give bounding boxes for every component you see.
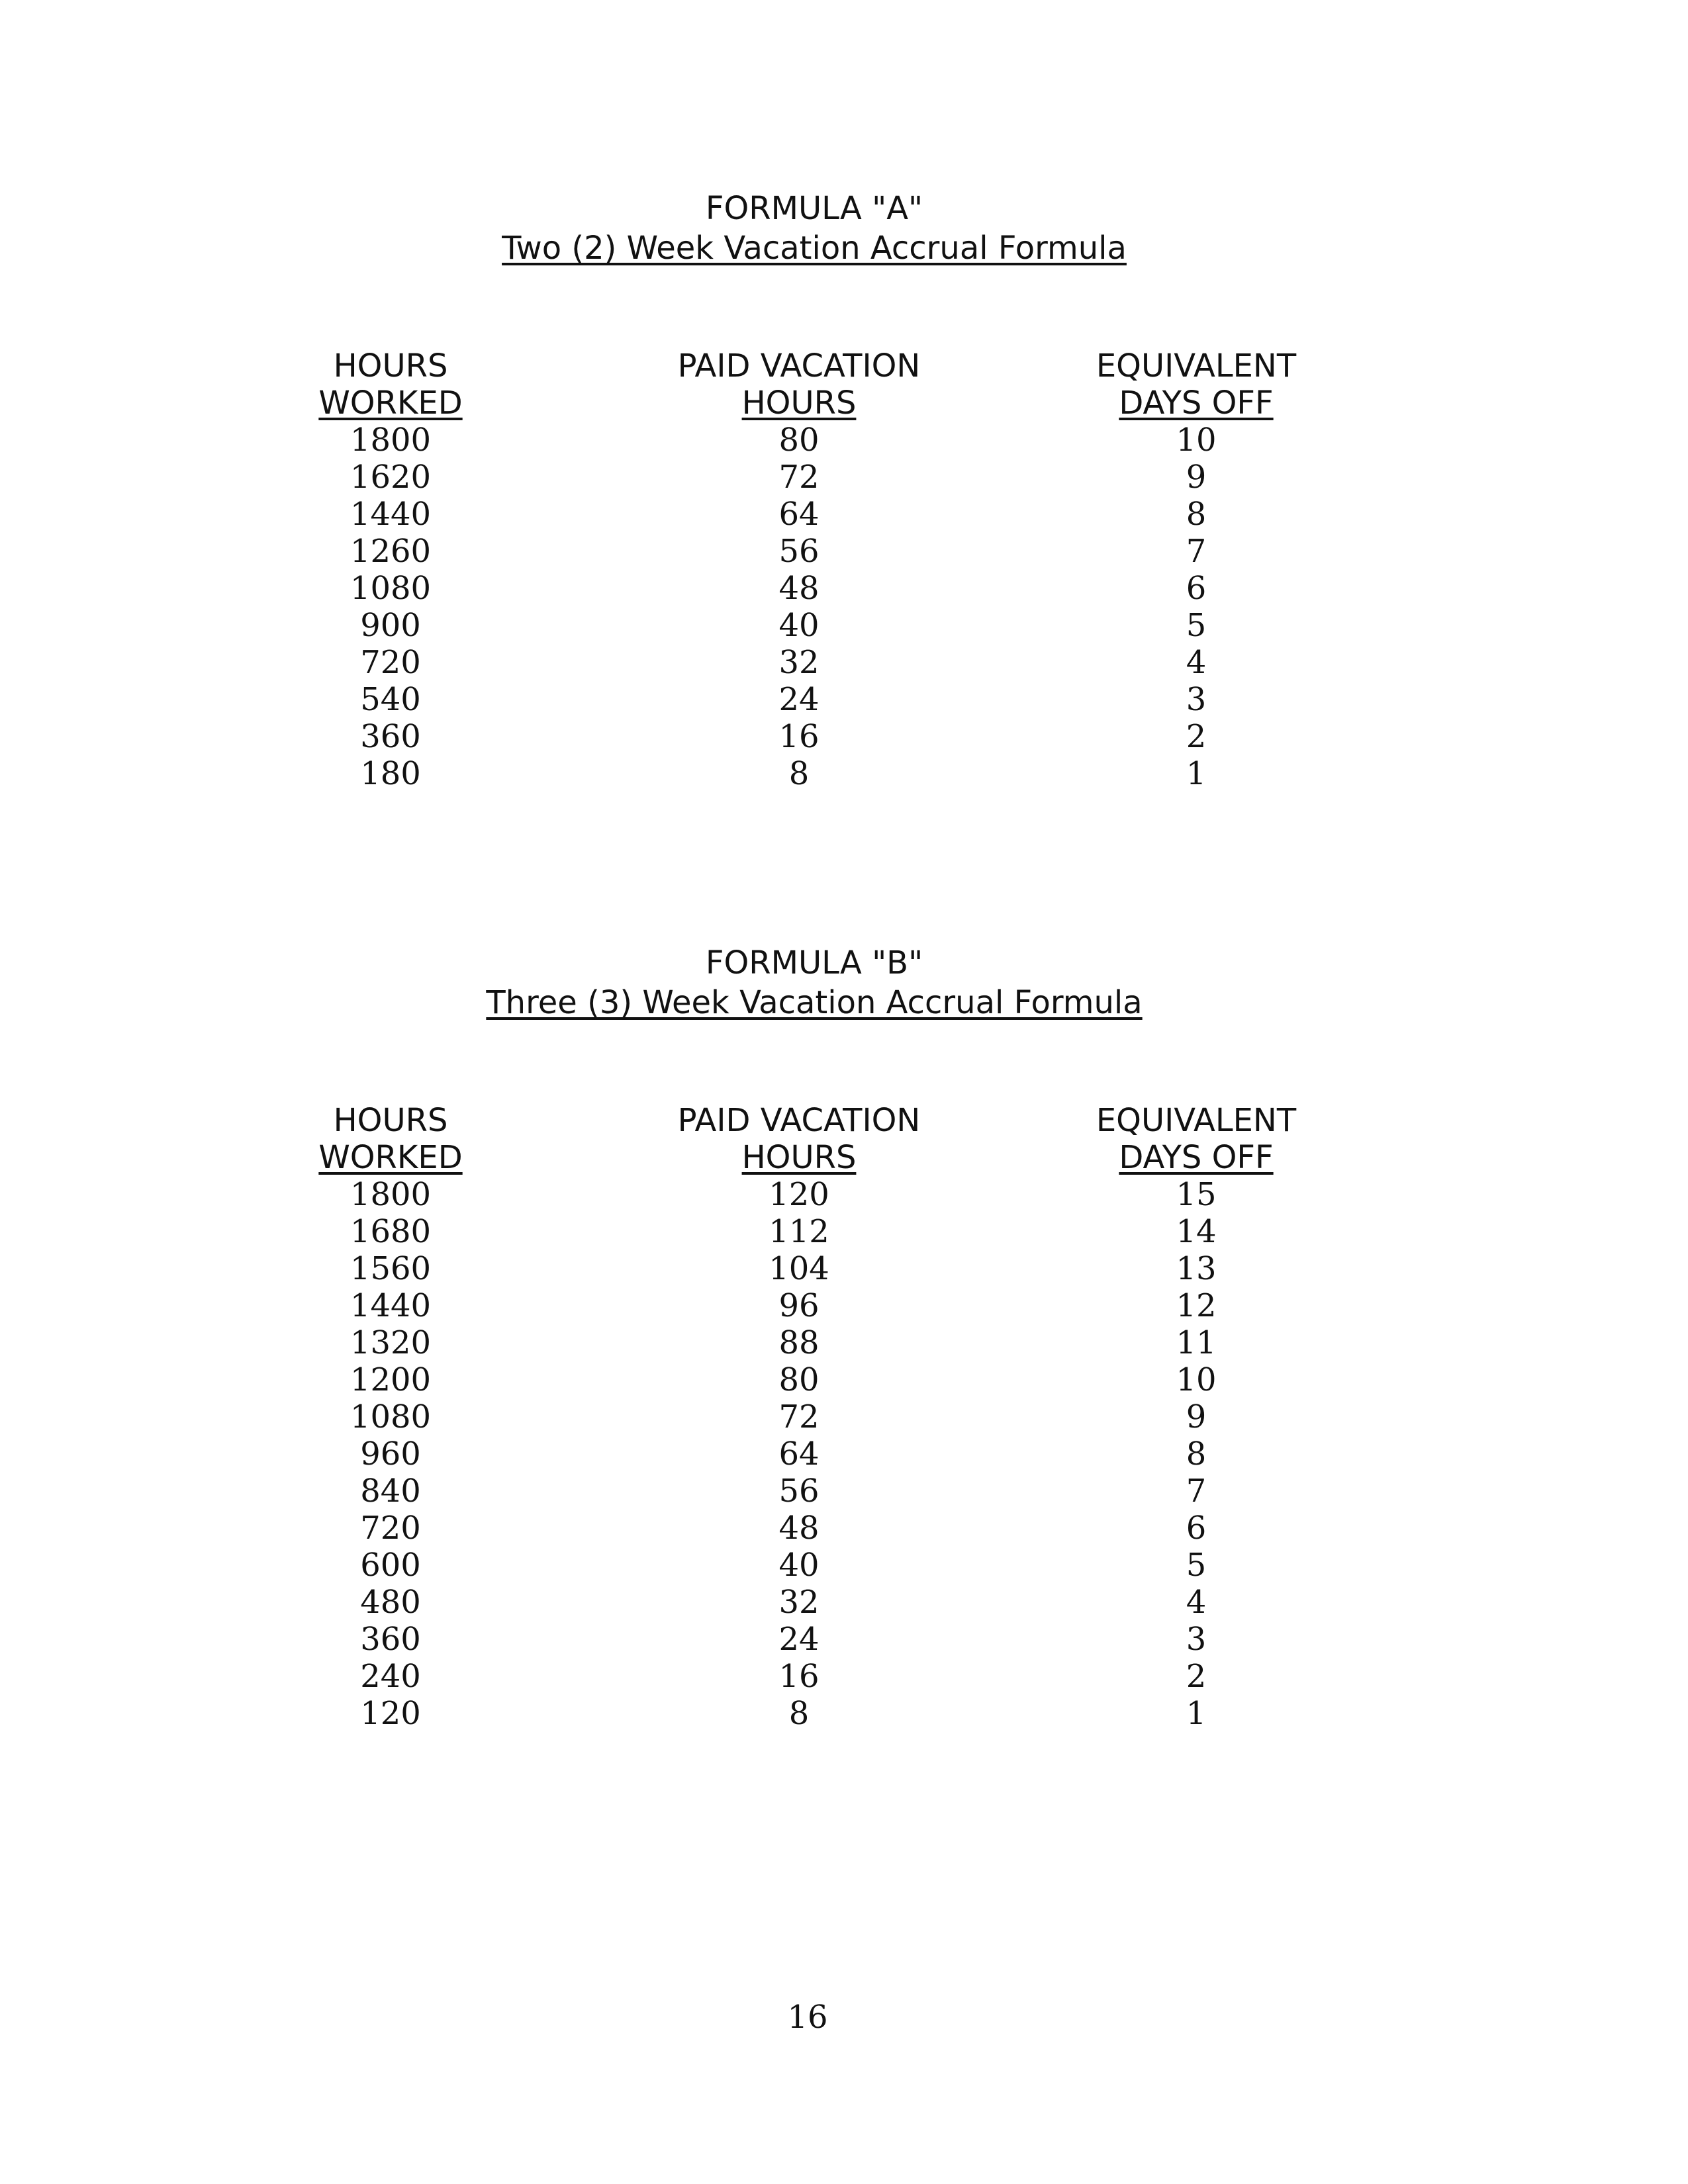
table-cell: 480 [360, 1584, 421, 1621]
table-cell: 24 [778, 681, 820, 718]
equivalent-days-off-column [998, 347, 1395, 792]
table-cell: 960 [360, 1435, 421, 1473]
formula-b-subtitle: Three (3) Week Vacation Accrual Formula [486, 984, 1143, 1021]
table-cell: 80 [778, 422, 820, 459]
column-header: HOURS [333, 1102, 448, 1139]
table-cell: 8 [788, 1695, 810, 1732]
table-cell: 15 [1176, 1176, 1217, 1213]
table-cell: 1 [1186, 1695, 1207, 1732]
table-cell: 16 [778, 1658, 820, 1695]
table-cell: 40 [778, 607, 820, 644]
table-cell: 4 [1186, 644, 1207, 681]
column-header: DAYS OFF [1119, 1139, 1274, 1176]
hours-worked-column [192, 347, 589, 792]
equivalent-days-off-column [998, 1102, 1395, 1732]
table-cell: 900 [360, 607, 421, 644]
table-cell: 24 [778, 1621, 820, 1658]
table-cell: 112 [769, 1213, 829, 1250]
table-cell: 2 [1186, 718, 1207, 755]
column-header: EQUIVALENT [1096, 1102, 1297, 1139]
column-header: HOURS [741, 1139, 857, 1176]
table-cell: 72 [778, 1398, 820, 1435]
table-cell: 1260 [350, 533, 432, 570]
column-header: WORKED [318, 1139, 463, 1176]
table-cell: 1440 [350, 1287, 432, 1324]
table-cell: 1200 [350, 1361, 432, 1398]
table-cell: 1080 [350, 1398, 432, 1435]
column-header: DAYS OFF [1119, 385, 1274, 422]
table-cell: 12 [1176, 1287, 1217, 1324]
table-cell: 600 [360, 1547, 421, 1584]
table-cell: 180 [360, 755, 421, 792]
table-cell: 56 [778, 533, 820, 570]
column-header: HOURS [741, 385, 857, 422]
table-cell: 1320 [350, 1324, 432, 1361]
table-cell: 6 [1186, 1510, 1207, 1547]
column-header: EQUIVALENT [1096, 347, 1297, 385]
table-cell: 9 [1186, 1398, 1207, 1435]
column-header: HOURS [333, 347, 448, 385]
table-cell: 1440 [350, 496, 432, 533]
table-cell: 1620 [350, 459, 432, 496]
formula-a-title: FORMULA "A" [705, 190, 923, 227]
table-cell: 6 [1186, 570, 1207, 607]
table-cell: 48 [778, 1510, 820, 1547]
table-cell: 240 [360, 1658, 421, 1695]
table-cell: 104 [769, 1250, 829, 1287]
table-cell: 32 [778, 644, 820, 681]
table-cell: 1560 [350, 1250, 432, 1287]
table-cell: 10 [1176, 1361, 1217, 1398]
column-header: PAID VACATION [677, 1102, 921, 1139]
page-number: 16 [787, 1999, 828, 2036]
table-cell: 120 [769, 1176, 829, 1213]
table-cell: 96 [778, 1287, 820, 1324]
paid-vacation-hours-column [600, 347, 998, 792]
table-cell: 13 [1176, 1250, 1217, 1287]
table-cell: 9 [1186, 459, 1207, 496]
table-cell: 10 [1176, 422, 1217, 459]
table-cell: 120 [360, 1695, 421, 1732]
table-cell: 64 [778, 496, 820, 533]
table-cell: 7 [1186, 1473, 1207, 1510]
table-cell: 1800 [350, 1176, 432, 1213]
table-cell: 720 [360, 644, 421, 681]
table-cell: 360 [360, 718, 421, 755]
table-cell: 8 [1186, 496, 1207, 533]
table-cell: 48 [778, 570, 820, 607]
table-cell: 360 [360, 1621, 421, 1658]
table-cell: 720 [360, 1510, 421, 1547]
table-cell: 56 [778, 1473, 820, 1510]
table-cell: 8 [1186, 1435, 1207, 1473]
table-cell: 11 [1176, 1324, 1217, 1361]
table-cell: 3 [1186, 1621, 1207, 1658]
table-cell: 3 [1186, 681, 1207, 718]
table-cell: 80 [778, 1361, 820, 1398]
table-cell: 1800 [350, 422, 432, 459]
table-cell: 4 [1186, 1584, 1207, 1621]
column-header: PAID VACATION [677, 347, 921, 385]
table-cell: 2 [1186, 1658, 1207, 1695]
formula-b-title: FORMULA "B" [705, 944, 923, 981]
table-cell: 1 [1186, 755, 1207, 792]
table-cell: 840 [360, 1473, 421, 1510]
table-cell: 5 [1186, 607, 1207, 644]
table-cell: 88 [778, 1324, 820, 1361]
column-header: WORKED [318, 385, 463, 422]
table-cell: 40 [778, 1547, 820, 1584]
table-cell: 1080 [350, 570, 432, 607]
table-cell: 14 [1176, 1213, 1217, 1250]
table-cell: 540 [360, 681, 421, 718]
table-cell: 16 [778, 718, 820, 755]
table-cell: 72 [778, 459, 820, 496]
table-cell: 1680 [350, 1213, 432, 1250]
paid-vacation-hours-column [600, 1102, 998, 1732]
table-cell: 8 [788, 755, 810, 792]
formula-a-subtitle: Two (2) Week Vacation Accrual Formula [502, 230, 1127, 267]
table-cell: 64 [778, 1435, 820, 1473]
table-cell: 5 [1186, 1547, 1207, 1584]
table-cell: 32 [778, 1584, 820, 1621]
hours-worked-column [192, 1102, 589, 1732]
table-cell: 7 [1186, 533, 1207, 570]
